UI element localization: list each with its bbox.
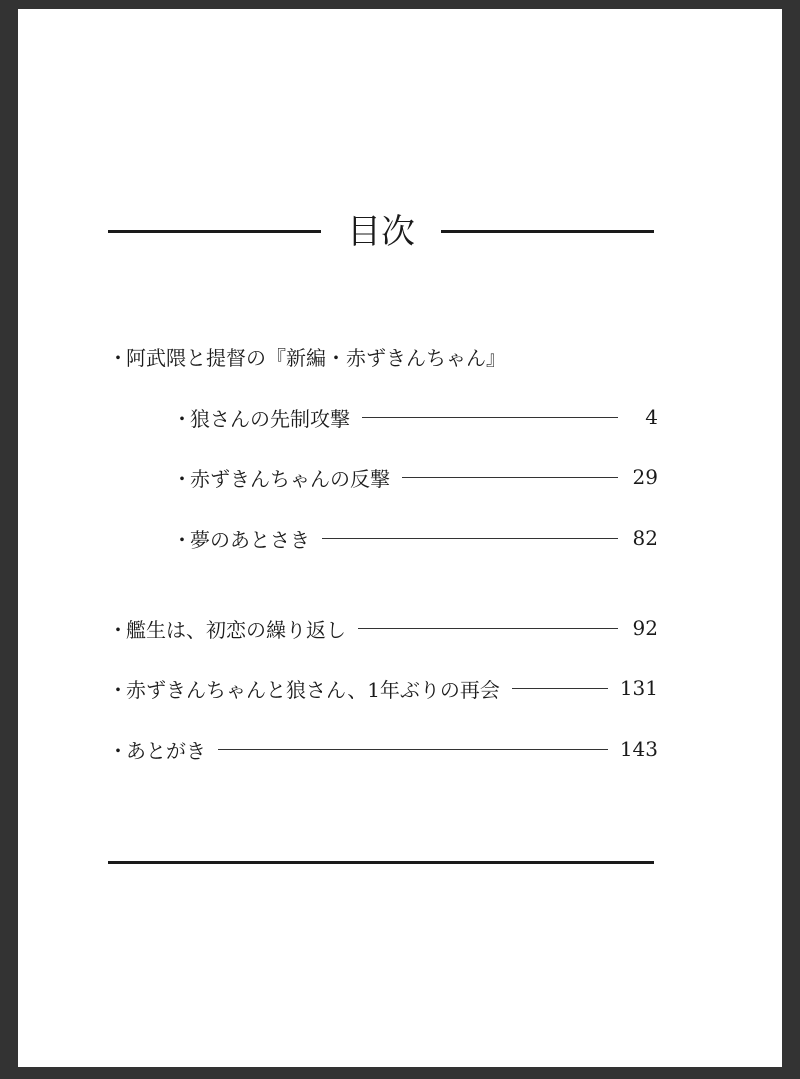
toc-entry-label: 狼さんの先制攻撃 <box>190 406 350 431</box>
toc-page-number: 92 <box>632 616 658 640</box>
toc-entry-label: 阿武隈と提督の『新編・赤ずきんちゃん』 <box>126 345 506 370</box>
toc-entry[interactable] <box>108 673 658 703</box>
leader-line <box>322 538 618 539</box>
bullet-icon: ・ <box>172 466 192 491</box>
toc-entry-label: 赤ずきんちゃんの反撃 <box>190 466 390 491</box>
document-page <box>18 9 782 1067</box>
toc-entry-label: あとがき <box>126 738 206 763</box>
toc-entry[interactable] <box>172 462 658 492</box>
toc-header <box>108 209 654 255</box>
bullet-icon: ・ <box>172 527 192 552</box>
toc-page-number: 29 <box>632 465 658 489</box>
leader-line <box>358 628 618 629</box>
toc-page-number: 4 <box>645 405 658 429</box>
bullet-icon: ・ <box>108 345 128 370</box>
toc-entry[interactable] <box>108 734 658 764</box>
toc-page-number: 143 <box>619 737 658 761</box>
title-rule-left <box>108 230 321 233</box>
leader-line <box>512 688 608 689</box>
toc-page-number: 131 <box>619 676 658 700</box>
leader-line <box>218 749 608 750</box>
leader-line <box>362 417 618 418</box>
toc-entry[interactable] <box>172 523 658 553</box>
toc-entry[interactable] <box>172 402 658 432</box>
title-rule-right <box>441 230 654 233</box>
page-title: 目次 <box>347 212 415 252</box>
toc-section-heading <box>108 341 548 371</box>
bullet-icon: ・ <box>108 738 128 763</box>
bullet-icon: ・ <box>108 677 128 702</box>
toc-page-number: 82 <box>632 526 658 550</box>
leader-line <box>402 477 618 478</box>
toc-entry-label: 赤ずきんちゃんと狼さん、1年ぶりの再会 <box>126 677 500 702</box>
bottom-rule <box>108 861 654 864</box>
toc-entry-label: 夢のあとさき <box>190 527 310 552</box>
toc-entry[interactable] <box>108 613 658 643</box>
bullet-icon: ・ <box>172 406 192 431</box>
toc-entry-label: 艦生は、初恋の繰り返し <box>126 617 346 642</box>
bullet-icon: ・ <box>108 617 128 642</box>
